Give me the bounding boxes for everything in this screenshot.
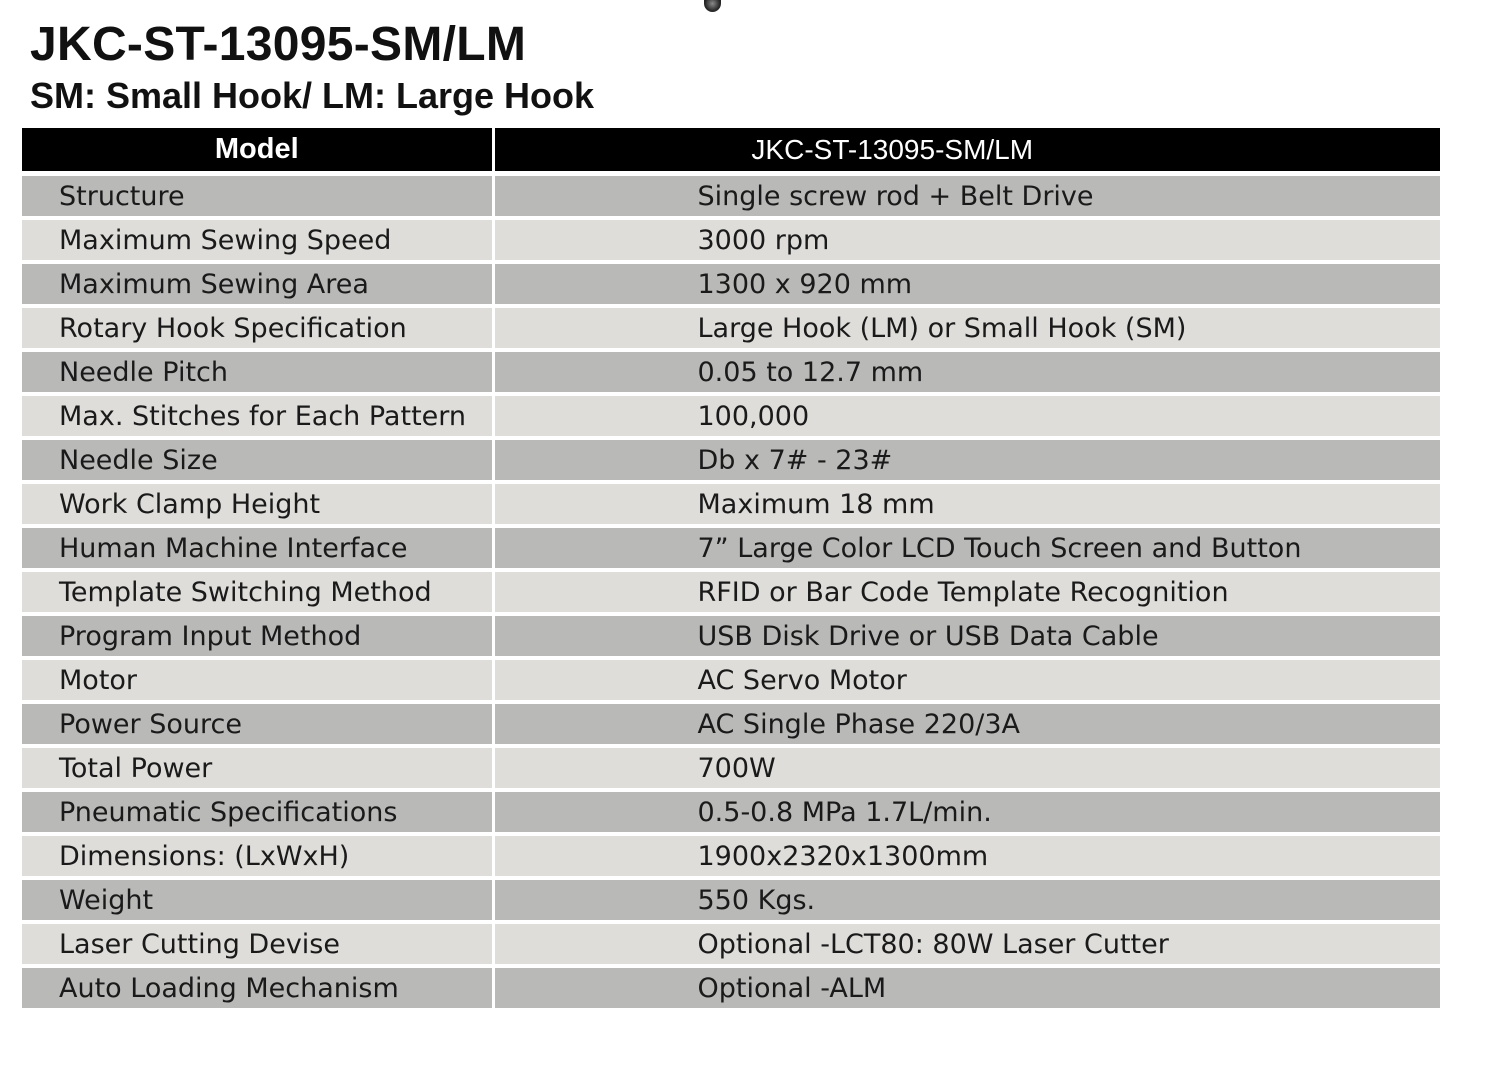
spec-label: Needle Pitch (22, 350, 493, 394)
spec-table (22, 128, 1440, 1012)
spec-label: Maximum Sewing Area (22, 262, 493, 306)
spec-value: 7” Large Color LCD Touch Screen and Button (493, 526, 1440, 570)
spec-value: 1300 x 920 mm (493, 262, 1440, 306)
page-title: JKC-ST-13095-SM/LM (30, 18, 527, 71)
spec-label: Human Machine Interface (22, 526, 493, 570)
spec-label: Dimensions: (LxWxH) (22, 834, 493, 878)
spec-label: Power Source (22, 702, 493, 746)
spec-value: Optional -LCT80: 80W Laser Cutter (493, 922, 1440, 966)
spec-value: 1900x2320x1300mm (493, 834, 1440, 878)
spec-label: Auto Loading Mechanism (22, 966, 493, 1010)
header-row (22, 128, 1440, 174)
spec-label: Laser Cutting Devise (22, 922, 493, 966)
spec-label: Weight (22, 878, 493, 922)
table-row (22, 834, 1440, 878)
spec-value: Db x 7# - 23# (493, 438, 1440, 482)
spec-value: Optional -ALM (493, 966, 1440, 1010)
spec-value: Single screw rod + Belt Drive (493, 174, 1440, 219)
spec-table-header (22, 128, 1440, 174)
spec-label: Motor (22, 658, 493, 702)
spec-value: 0.5-0.8 MPa 1.7L/min. (493, 790, 1440, 834)
table-row (22, 438, 1440, 482)
spec-value: Large Hook (LM) or Small Hook (SM) (493, 306, 1440, 350)
spec-label: Program Input Method (22, 614, 493, 658)
spec-label: Total Power (22, 746, 493, 790)
spec-value: Maximum 18 mm (493, 482, 1440, 526)
table-row (22, 482, 1440, 526)
spec-label: Needle Size (22, 438, 493, 482)
column-header-model: Model (22, 128, 493, 174)
table-row (22, 394, 1440, 438)
table-row (22, 922, 1440, 966)
spec-table-body (22, 174, 1440, 1011)
spec-value: 0.05 to 12.7 mm (493, 350, 1440, 394)
spec-label: Pneumatic Specifications (22, 790, 493, 834)
spec-label: Work Clamp Height (22, 482, 493, 526)
table-row (22, 526, 1440, 570)
spec-value: 100,000 (493, 394, 1440, 438)
table-row (22, 702, 1440, 746)
spec-value: USB Disk Drive or USB Data Cable (493, 614, 1440, 658)
table-row (22, 966, 1440, 1010)
column-header-model-number: JKC-ST-13095-SM/LM (493, 128, 1440, 174)
table-row (22, 746, 1440, 790)
spec-value: AC Servo Motor (493, 658, 1440, 702)
spec-label: Template Switching Method (22, 570, 493, 614)
spec-label: Structure (22, 174, 493, 219)
spec-label: Max. Stitches for Each Pattern (22, 394, 493, 438)
table-row (22, 570, 1440, 614)
table-row (22, 658, 1440, 702)
table-row (22, 218, 1440, 262)
decorative-dot (704, 0, 721, 12)
spec-label: Rotary Hook Specification (22, 306, 493, 350)
table-row (22, 262, 1440, 306)
table-row (22, 614, 1440, 658)
spec-label: Maximum Sewing Speed (22, 218, 493, 262)
spec-value: 3000 rpm (493, 218, 1440, 262)
table-row (22, 174, 1440, 219)
spec-value: 550 Kgs. (493, 878, 1440, 922)
table-row (22, 790, 1440, 834)
table-row (22, 306, 1440, 350)
spec-value: RFID or Bar Code Template Recognition (493, 570, 1440, 614)
table-row (22, 350, 1440, 394)
table-row (22, 878, 1440, 922)
spec-value: 700W (493, 746, 1440, 790)
spec-value: AC Single Phase 220/3A (493, 702, 1440, 746)
page-subtitle: SM: Small Hook/ LM: Large Hook (30, 75, 595, 116)
